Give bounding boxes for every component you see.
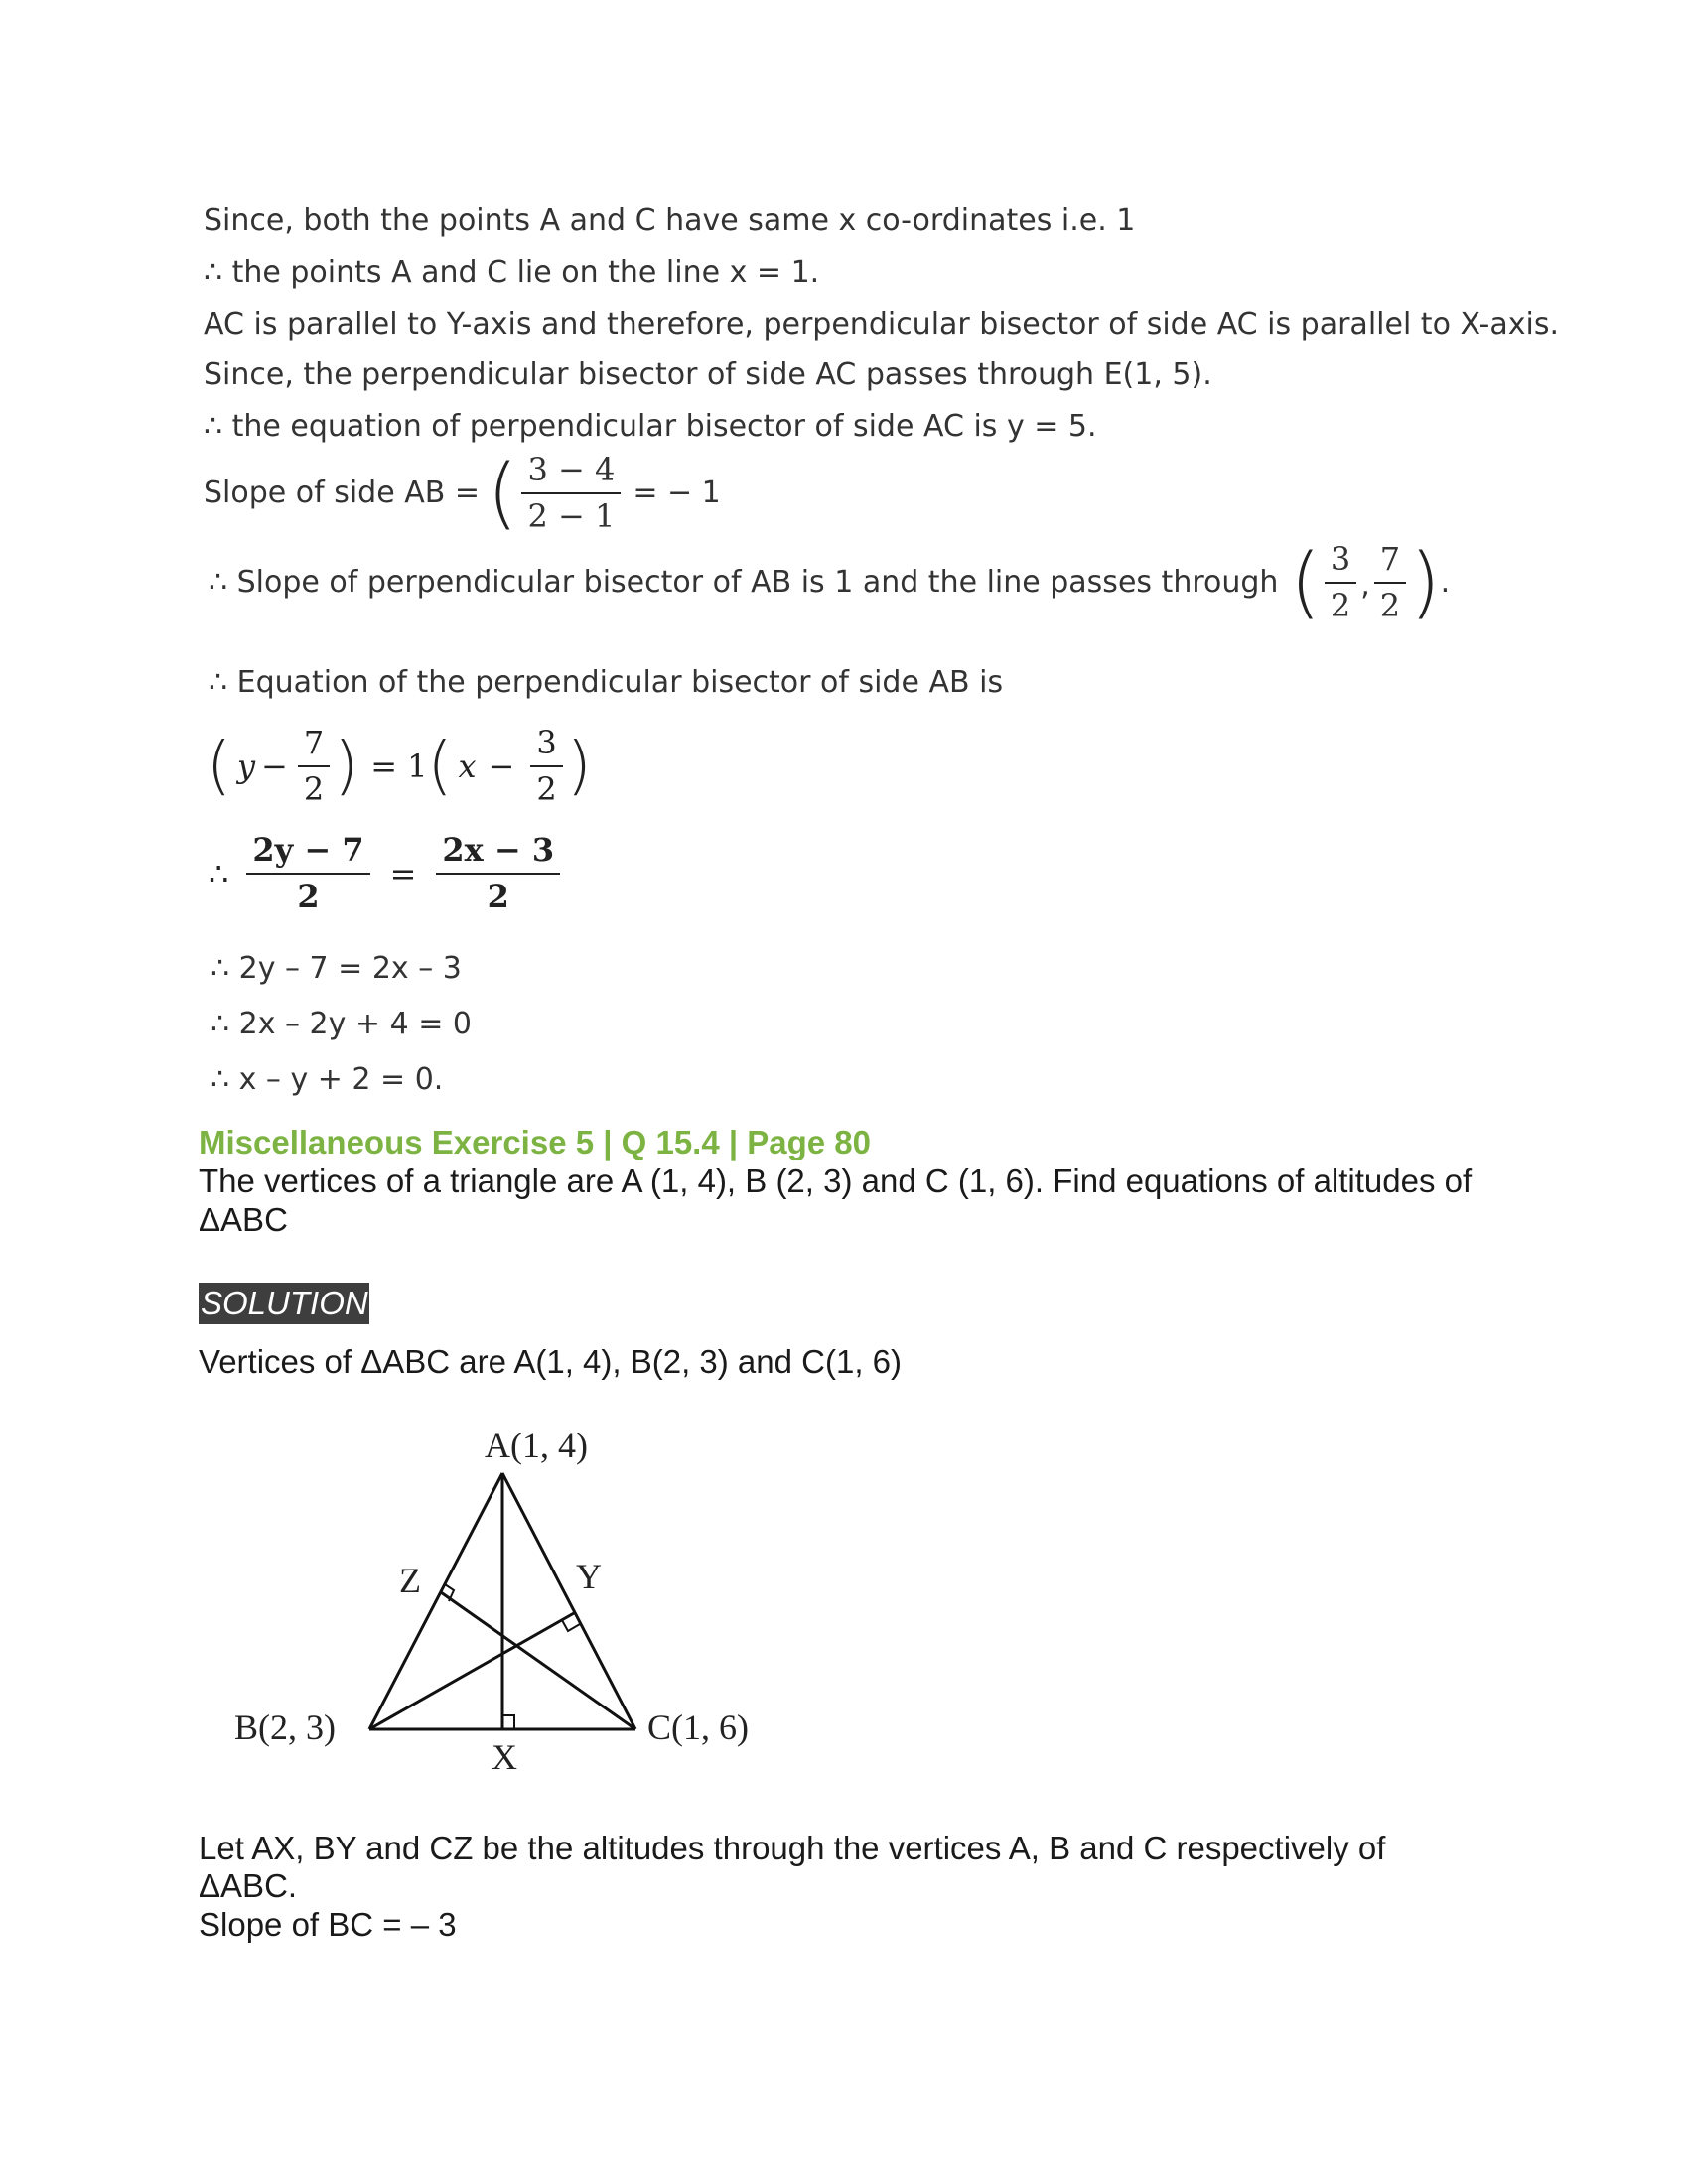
side-ac [502, 1473, 635, 1729]
comma: , [1360, 567, 1370, 603]
slope-ab-prefix: Slope of side AB = [204, 476, 480, 511]
text-line: ∴ 2x – 2y + 4 = 0 [211, 1007, 472, 1041]
altitudes-text: Let AX, BY and CZ be the altitudes through the vertices A, B and C respectively of [199, 1830, 1386, 1866]
fraction-numerator: 2x − 3 [436, 832, 560, 875]
fraction [436, 832, 560, 915]
text-line: ∴ 2y – 7 = 2x – 3 [211, 951, 462, 986]
fraction-denominator: 2 [303, 769, 325, 808]
fraction [246, 832, 369, 915]
fraction-denominator: 2 [297, 877, 320, 915]
fraction-denominator: 2 [1330, 586, 1351, 624]
fraction-denominator: 2 [536, 769, 557, 808]
triangle-figure [218, 1410, 814, 1807]
solution-label: SOLUTION [199, 1283, 369, 1324]
open-paren: ( [1290, 537, 1321, 627]
equation-fractions [209, 832, 564, 915]
open-paren: ( [207, 729, 231, 803]
open-paren: ( [488, 448, 518, 538]
slope-ab-suffix: = − 1 [633, 476, 721, 511]
close-paren: ) [334, 729, 359, 803]
text-line: ∴ Equation of the perpendicular bisector of side AB is [209, 665, 1004, 700]
fraction-numerator: 2y − 7 [246, 832, 369, 875]
equals-one: = 1 [370, 747, 428, 785]
period: . [1440, 565, 1451, 601]
right-angle-y [562, 1620, 580, 1631]
text-line: Since, the perpendicular bisector of side AC passes through E(1, 5). [204, 357, 1212, 392]
close-paren: ) [566, 729, 592, 803]
fraction-denominator: 2 [1379, 586, 1401, 624]
vertex-label-a: A(1, 4) [485, 1426, 588, 1465]
slope-ab-line [204, 448, 721, 538]
fraction-numerator: 3 − 4 [521, 452, 621, 494]
foot-label-z: Z [399, 1561, 421, 1600]
open-paren: ( [427, 729, 453, 803]
vertex-label-c: C(1, 6) [647, 1707, 749, 1747]
text-line: ∴ the points A and C lie on the line x = 1. [204, 255, 820, 290]
text-line: ∴ the equation of perpendicular bisector of side AC is y = 5. [204, 409, 1097, 444]
equals-sign: = [389, 854, 417, 892]
slope-ab-fraction [521, 452, 621, 535]
vertices-text: Vertices of ΔABC are A(1, 4), B(2, 3) and C(1, 6) [199, 1343, 903, 1380]
altitude-cz [441, 1592, 635, 1729]
var-x: x [458, 747, 477, 785]
close-paren: ) [1410, 537, 1441, 627]
exercise-heading: Miscellaneous Exercise 5 | Q 15.4 | Page 80 [199, 1124, 872, 1160]
minus-sign: − [261, 747, 288, 785]
minus-sign: − [488, 747, 515, 785]
perp-slope-prefix: ∴ Slope of perpendicular bisector of AB is 1 and the line passes through [209, 565, 1279, 601]
vertex-label-b: B(2, 3) [234, 1707, 336, 1747]
question-line: The vertices of a triangle are A (1, 4), B (2, 3) and C (1, 6). Find equations of altitudes of [199, 1162, 1473, 1199]
perp-bisector-slope-line [209, 537, 1451, 627]
foot-label-y: Y [576, 1557, 602, 1596]
fraction-denominator: 2 − 1 [527, 496, 616, 535]
fraction [530, 725, 562, 808]
fraction [298, 725, 330, 808]
fraction-numerator: 7 [298, 725, 330, 767]
text-line: ∴ x – y + 2 = 0. [211, 1062, 444, 1097]
question-line: ΔABC [199, 1201, 288, 1238]
point-x-fraction [1325, 541, 1356, 624]
foot-label-x: X [492, 1737, 517, 1777]
point-y-fraction [1374, 541, 1406, 624]
altitudes-text: ΔABC. [199, 1867, 298, 1904]
fraction-numerator: 3 [1325, 541, 1356, 584]
var-y: y [236, 747, 256, 785]
equation-point-slope [207, 725, 592, 808]
right-angle-x [502, 1715, 514, 1729]
text-line: AC is parallel to Y-axis and therefore, perpendicular bisector of side AC is parallel to X-axis. [204, 307, 1559, 341]
fraction-numerator: 3 [530, 725, 562, 767]
therefore-sign: ∴ [209, 854, 229, 892]
fraction-numerator: 7 [1374, 541, 1406, 584]
fraction-denominator: 2 [487, 877, 509, 915]
slope-bc-text: Slope of BC = – 3 [199, 1906, 457, 1943]
text-line: Since, both the points A and C have same x co-ordinates i.e. 1 [204, 204, 1136, 238]
